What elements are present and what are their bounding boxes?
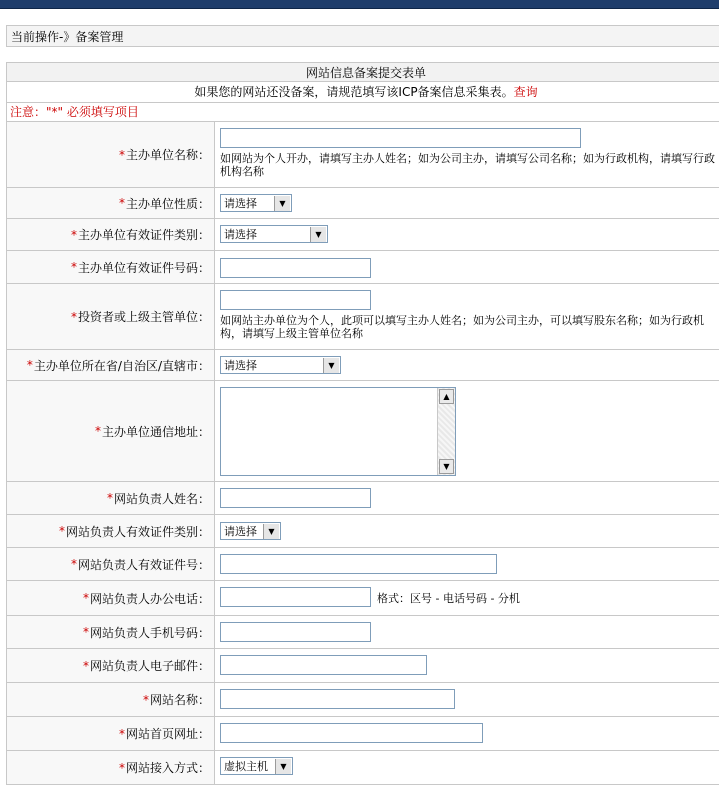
field-label: * 网站负责人电子邮件： (7, 649, 215, 682)
field-label: * 网站负责人有效证件类别： (7, 515, 215, 547)
org-name-input[interactable] (220, 128, 581, 148)
field-label: * 网站负责人姓名： (7, 482, 215, 514)
breadcrumb: 当前操作-》备案管理 (6, 25, 719, 47)
field-label: * 主办单位所在省/自治区/直辖市： (7, 350, 215, 380)
chevron-down-icon: ▼ (263, 524, 279, 539)
row-owner-name (6, 482, 719, 515)
org-address-textarea[interactable] (220, 387, 456, 476)
owner-mobile-input[interactable] (220, 622, 371, 642)
row-org-province (6, 350, 719, 381)
site-url-input[interactable] (220, 723, 483, 743)
row-owner-cert-no (6, 548, 719, 581)
icp-form (6, 62, 719, 785)
chevron-down-icon: ▼ (275, 759, 291, 774)
owner-cert-no-input[interactable] (220, 554, 497, 574)
field-label: * 网站接入方式： (7, 751, 215, 784)
owner-name-input[interactable] (220, 488, 371, 508)
scroll-down-icon[interactable]: ▼ (439, 459, 454, 474)
field-label: * 网站首页网址： (7, 717, 215, 750)
row-org-cert-no (6, 251, 719, 284)
chevron-down-icon: ▼ (323, 358, 339, 373)
chevron-down-icon: ▼ (274, 196, 290, 211)
form-title: 网站信息备案提交表单 (6, 62, 719, 82)
org-name-hint: 如网站为个人开办，请填写主办人姓名；如为公司主办，请填写公司名称；如为行政机构，请填写行政机构名称 (220, 152, 715, 178)
subtitle-text: 如果您的网站还没备案，请规范填写该ICP备案信息采集表。 (194, 85, 514, 99)
field-label: * 投资者或上级主管单位： (7, 284, 215, 349)
phone-format-hint: 格式：区号 - 电话号码 - 分机 (377, 592, 520, 605)
row-org-type (6, 188, 719, 219)
chevron-down-icon: ▼ (310, 227, 326, 242)
field-label: * 主办单位有效证件号码： (7, 251, 215, 283)
top-bar (0, 0, 719, 9)
row-owner-email (6, 649, 719, 683)
required-note: 注意："*" 必须填写项目 (6, 103, 719, 122)
row-org-name (6, 122, 719, 188)
org-province-select[interactable]: 请选择 ▼ (220, 356, 341, 374)
field-label: * 网站名称： (7, 683, 215, 716)
investor-hint: 如网站主办单位为个人，此项可以填写主办人姓名；如为公司主办，可以填写股东名称；如为行政机构，请填写上级主管单位名称 (220, 314, 704, 340)
form-subtitle (6, 82, 719, 103)
org-type-select[interactable]: 请选择 ▼ (220, 194, 292, 212)
investor-input[interactable] (220, 290, 371, 310)
field-label: * 主办单位性质： (7, 188, 215, 218)
row-org-address (6, 381, 719, 482)
field-label: * 主办单位名称： (7, 122, 215, 187)
field-label: * 网站负责人办公电话： (7, 581, 215, 615)
row-investor (6, 284, 719, 350)
owner-email-input[interactable] (220, 655, 427, 675)
row-owner-cert-type (6, 515, 719, 548)
scroll-up-icon[interactable]: ▲ (439, 389, 454, 404)
org-cert-no-input[interactable] (220, 258, 371, 278)
owner-phone-input[interactable] (220, 587, 371, 607)
row-access-mode (6, 751, 719, 785)
org-cert-type-select[interactable]: 请选择 ▼ (220, 225, 328, 243)
row-owner-phone (6, 581, 719, 616)
row-org-cert-type (6, 219, 719, 251)
field-label: * 网站负责人有效证件号： (7, 548, 215, 580)
row-owner-mobile (6, 616, 719, 649)
row-site-url (6, 717, 719, 751)
site-name-input[interactable] (220, 689, 455, 709)
row-site-name (6, 683, 719, 717)
field-label: * 主办单位通信地址： (7, 381, 215, 481)
access-mode-select[interactable]: 虚拟主机 ▼ (220, 757, 293, 775)
field-label: * 主办单位有效证件类别： (7, 219, 215, 250)
field-label: * 网站负责人手机号码： (7, 616, 215, 648)
query-link[interactable]: 查询 (513, 85, 538, 99)
owner-cert-type-select[interactable]: 请选择 ▼ (220, 522, 281, 540)
